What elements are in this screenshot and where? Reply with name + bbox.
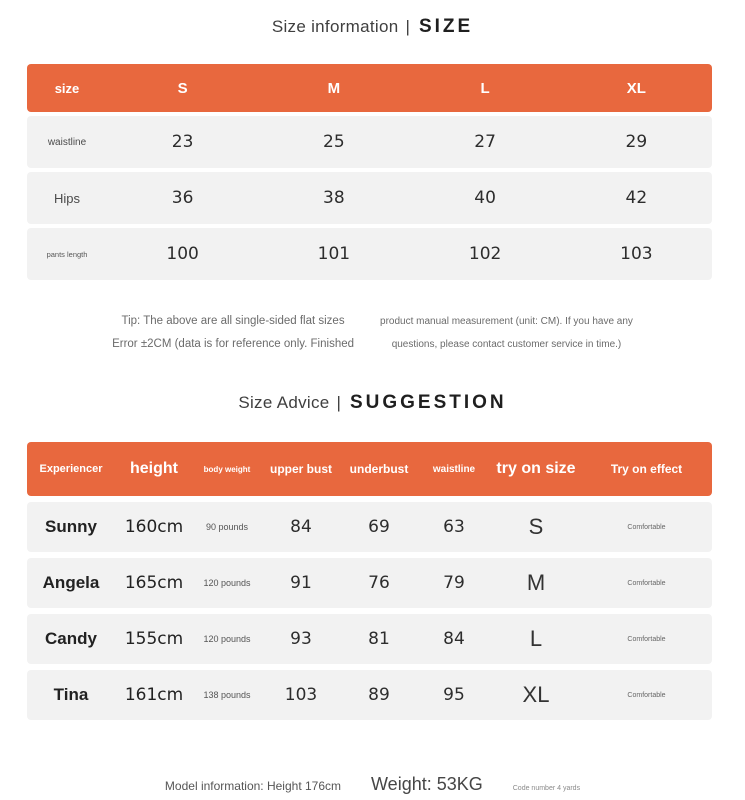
try-on-size-value: L	[529, 626, 543, 651]
size-column-header-xl: XL	[626, 79, 646, 97]
size-table-header	[27, 64, 712, 112]
experiencer-name: Tina	[53, 685, 89, 704]
size-column-header-m: M	[327, 79, 341, 97]
tip-note-left	[112, 310, 354, 356]
column-header-underbust: underbust	[349, 462, 409, 476]
body-weight-value: 120 pounds	[203, 578, 251, 588]
height-value: 160cm	[124, 517, 184, 537]
measurement-value: 38	[323, 188, 345, 208]
upper-bust-value: 103	[284, 685, 318, 705]
upper-bust-value: 84	[290, 517, 312, 537]
advice-table-row-angela	[27, 558, 712, 608]
measurement-value: 101	[317, 244, 351, 264]
measurement-value: 27	[474, 132, 496, 152]
column-header-upper-bust: upper bust	[270, 462, 332, 476]
height-value: 165cm	[124, 573, 184, 593]
tip-line: questions, please contact customer service in time.)	[391, 339, 622, 350]
size-information-title-en: SIZE	[418, 16, 474, 37]
height-value: 161cm	[124, 685, 184, 705]
try-on-effect-value: Comfortable	[627, 523, 666, 531]
tip-note-right	[380, 310, 633, 356]
model-code-text: Code number 4 yards	[512, 785, 581, 792]
underbust-value: 81	[368, 629, 390, 649]
body-weight-value: 120 pounds	[203, 634, 251, 644]
advice-table	[27, 442, 712, 720]
title-separator: |	[405, 17, 410, 36]
underbust-value: 76	[368, 573, 390, 593]
column-header-height: height	[130, 460, 178, 477]
waistline-value: 79	[443, 573, 465, 593]
size-tip-note	[0, 310, 745, 356]
measurement-value: 100	[166, 244, 199, 264]
try-on-effect-value: Comfortable	[627, 579, 666, 587]
size-advice-title-text: Size Advice	[238, 393, 330, 412]
measurement-value: 25	[323, 132, 345, 152]
model-information-bar	[0, 774, 745, 795]
tip-line: Error ±2CM (data is for reference only. Finished	[112, 338, 355, 350]
size-table-row-waistline	[27, 116, 712, 168]
tip-line: product manual measurement (unit: CM). If you have any	[380, 316, 633, 327]
tip-line: Tip: The above are all single-sided flat sizes	[121, 315, 345, 327]
column-header-waistline: waistline	[432, 463, 476, 475]
size-column-header-s: S	[177, 79, 188, 97]
advice-table-header	[27, 442, 712, 496]
size-information-title	[0, 0, 745, 38]
measurement-value: 36	[171, 188, 194, 208]
size-table-row-pants-length	[27, 228, 712, 280]
try-on-effect-value: Comfortable	[627, 635, 666, 643]
measurement-value: 23	[171, 132, 194, 152]
size-table-row-hips	[27, 172, 712, 224]
size-advice-title	[0, 392, 745, 414]
measurement-value: 102	[468, 244, 502, 264]
try-on-effect-value: Comfortable	[627, 691, 666, 699]
advice-table-row-tina	[27, 670, 712, 720]
measurement-value: 40	[474, 188, 496, 208]
size-table	[27, 64, 712, 280]
advice-table-row-candy	[27, 614, 712, 664]
measurement-value: 29	[625, 132, 648, 152]
column-header-try-on-size: try on size	[496, 460, 576, 477]
experiencer-name: Sunny	[45, 517, 97, 536]
size-information-title-text: Size information	[271, 17, 399, 36]
experiencer-name: Candy	[45, 629, 97, 648]
try-on-size-value: S	[528, 514, 544, 539]
advice-table-row-sunny	[27, 502, 712, 552]
underbust-value: 69	[368, 517, 390, 537]
height-value: 155cm	[124, 629, 184, 649]
column-header-experiencer: Experiencer	[39, 463, 103, 475]
upper-bust-value: 91	[290, 573, 312, 593]
waistline-value: 84	[443, 629, 465, 649]
row-label: pants length	[46, 249, 88, 259]
row-label: waistline	[47, 136, 87, 148]
measurement-value: 42	[625, 188, 648, 208]
row-label: Hips	[53, 190, 80, 206]
size-table-corner-label: size	[54, 80, 80, 96]
waistline-value: 95	[443, 685, 465, 705]
title-separator: |	[336, 393, 341, 412]
waistline-value: 63	[443, 517, 465, 537]
size-column-header-l: L	[480, 79, 490, 97]
experiencer-name: Angela	[42, 573, 100, 592]
upper-bust-value: 93	[290, 629, 312, 649]
model-info-text: Model information: Height 176cm	[164, 779, 342, 793]
body-weight-value: 90 pounds	[205, 522, 249, 532]
try-on-size-value: M	[526, 570, 546, 595]
size-advice-title-en: SUGGESTION	[349, 392, 507, 413]
body-weight-value: 138 pounds	[203, 690, 251, 700]
column-header-body-weight: body weight	[203, 464, 251, 474]
column-header-try-on-effect: Try on effect	[610, 462, 683, 476]
measurement-value: 103	[620, 244, 653, 264]
model-weight-text: Weight: 53KG	[371, 774, 483, 794]
try-on-size-value: XL	[522, 682, 550, 707]
underbust-value: 89	[368, 685, 390, 705]
